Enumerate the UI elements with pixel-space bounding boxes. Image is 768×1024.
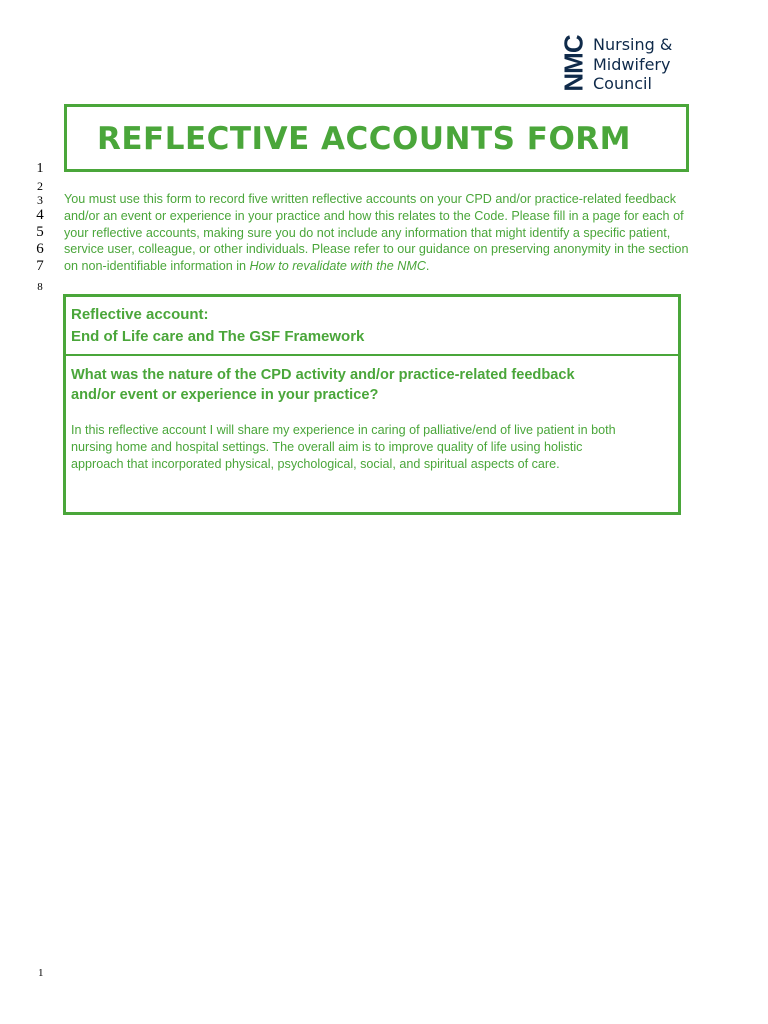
line-number: 5 xyxy=(36,224,44,240)
nmc-logo xyxy=(558,34,692,94)
logo-line-2: Midwifery xyxy=(593,54,671,74)
answer-line: In this reflective account I will share my experience in caring of palliative/end of live patient in both xyxy=(71,423,616,437)
account-label: Reflective account: xyxy=(71,306,209,323)
reflective-account-box xyxy=(63,294,681,515)
intro-end: . xyxy=(425,259,430,274)
logo-line-1: Nursing & xyxy=(593,35,673,54)
account-heading xyxy=(71,304,364,348)
title-box xyxy=(64,104,689,172)
guidance-title: How to revalidate with the NMC xyxy=(249,259,426,274)
line-number: 2 xyxy=(37,179,43,193)
line-number: 6 xyxy=(36,241,44,257)
answer-line: nursing home and hospital settings. The overall aim is to improve quality of life using holistic xyxy=(71,440,583,454)
page-title: REFLECTIVE ACCOUNTS FORM xyxy=(97,121,632,157)
question-heading xyxy=(71,365,575,405)
intro-text: You must use this form to record five written reflective accounts on your CPD and/or practice-related feedback and/or an event or experience in your practice and how this relates to the Code. Please fill in a page for each of your reflective accounts, making sure you do not include any information that might identify a specific patient, service user, colleague, or other individuals. Please refer to our guidance on preserving anonymity in the section on non-identifiable information in xyxy=(64,192,689,274)
intro-paragraph xyxy=(64,191,690,275)
account-topic: End of Life care and The GSF Framework xyxy=(71,328,365,345)
line-number: 3 xyxy=(37,193,43,207)
line-number: 1 xyxy=(36,161,44,176)
line-number: 7 xyxy=(36,258,44,274)
line-number: 4 xyxy=(36,207,44,223)
logo-wordmark xyxy=(593,35,672,94)
question-line-2: and/or event or experience in your practice? xyxy=(71,387,379,403)
logo-line-3: Council xyxy=(593,74,652,93)
page-number: 1 xyxy=(38,967,44,979)
account-header xyxy=(66,297,678,356)
answer-line: approach that incorporated physical, psychological, social, and spiritual aspects of care. xyxy=(71,457,560,471)
logo-mark: NMC xyxy=(558,34,589,92)
answer-text xyxy=(71,422,671,473)
question-line-1: What was the nature of the CPD activity and/or practice-related feedback xyxy=(71,367,575,383)
line-number: 8 xyxy=(37,281,43,293)
